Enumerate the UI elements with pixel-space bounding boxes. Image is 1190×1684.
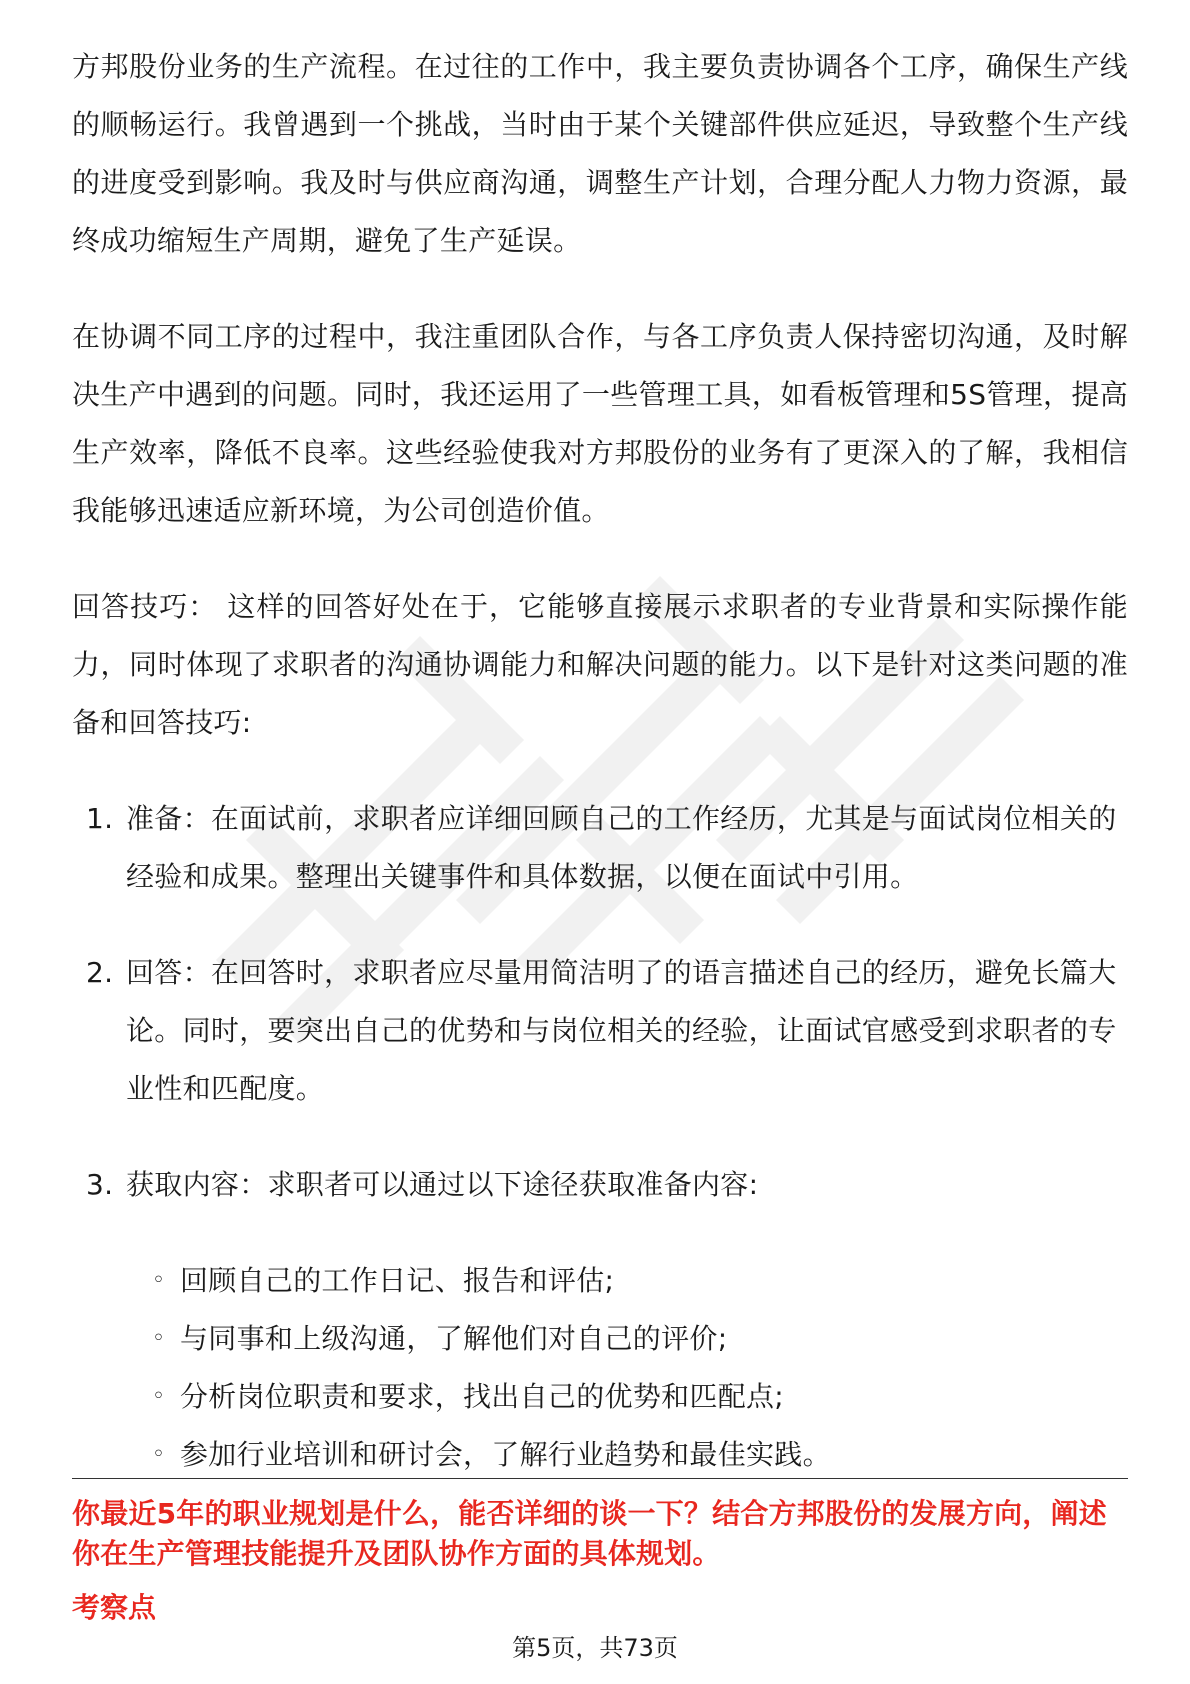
section-label-focus: 考察点 [72, 1591, 157, 1624]
next-question-heading: 你最近5年的职业规划是什么，能否详细的谈一下？结合方邦股份的发展方向，阐述你在生产管理技能提升及团队协作方面的具体规划。 [72, 1497, 1107, 1570]
paragraph-answer-tips: 回答技巧： 这样的回答好处在于，它能够直接展示求职者的专业背景和实际操作能力，同时体现了求职者的沟通协调能力和解决问题的能力。以下是针对这类问题的准备和回答技巧: [72, 590, 1128, 739]
list-number: 2. [86, 956, 114, 989]
bullet-item-text: 分析岗位职责和要求，找出自己的优势和匹配点; [180, 1380, 785, 1413]
list-number: 3. [86, 1168, 114, 1201]
tips-ordered-list [72, 790, 1128, 1214]
list-item-text: 准备：在面试前，求职者应详细回顾自己的工作经历，尤其是与面试岗位相关的经验和成果。整理出关键事件和具体数据，以便在面试中引用。 [126, 802, 1117, 893]
section-divider [72, 1478, 1128, 1479]
list-number: 1. [86, 802, 114, 835]
page-footer: 第5页，共73页 [512, 1634, 678, 1662]
bullet-item [152, 1368, 1128, 1426]
bullet-item-text: 参加行业培训和研讨会，了解行业趋势和最佳实践。 [180, 1438, 831, 1471]
bullet-icon: ◦ [152, 1326, 166, 1351]
list-item-text: 获取内容：求职者可以通过以下途径获取准备内容: [126, 1168, 759, 1201]
paragraph-experience: 方邦股份业务的生产流程。在过往的工作中，我主要负责协调各个工序，确保生产线的顺畅运行。我曾遇到一个挑战，当时由于某个关键部件供应延迟，导致整个生产线的进度受到影响。我及时与供应商沟通，调整生产计划，合理分配人力物力资源，最终成功缩短生产周期，避免了生产延误。 [72, 50, 1128, 257]
paragraph-coordination: 在协调不同工序的过程中，我注重团队合作，与各工序负责人保持密切沟通，及时解决生产中遇到的问题。同时，我还运用了一些管理工具，如看板管理和5S管理，提高生产效率，降低不良率。这些经验使我对方邦股份的业务有了更深入的了解，我相信我能够迅速适应新环境，为公司创造价值。 [72, 320, 1128, 527]
bullet-item [152, 1310, 1128, 1368]
document-body [72, 38, 1128, 1484]
list-item [72, 1156, 1128, 1214]
bullet-item-text: 回顾自己的工作日记、报告和评估; [180, 1264, 615, 1297]
list-item [72, 944, 1128, 1118]
list-item-text: 回答：在回答时，求职者应尽量用简洁明了的语言描述自己的经历，避免长篇大论。同时，要突出自己的优势和与岗位相关的经验，让面试官感受到求职者的专业性和匹配度。 [126, 956, 1117, 1105]
list-item [72, 790, 1128, 906]
bullet-icon: ◦ [152, 1268, 166, 1293]
bullet-icon: ◦ [152, 1442, 166, 1467]
sources-bullet-list [72, 1252, 1128, 1484]
bullet-item [152, 1252, 1128, 1310]
bullet-item [152, 1426, 1128, 1484]
bullet-icon: ◦ [152, 1384, 166, 1409]
bullet-item-text: 与同事和上级沟通，了解他们对自己的评价; [180, 1322, 728, 1355]
